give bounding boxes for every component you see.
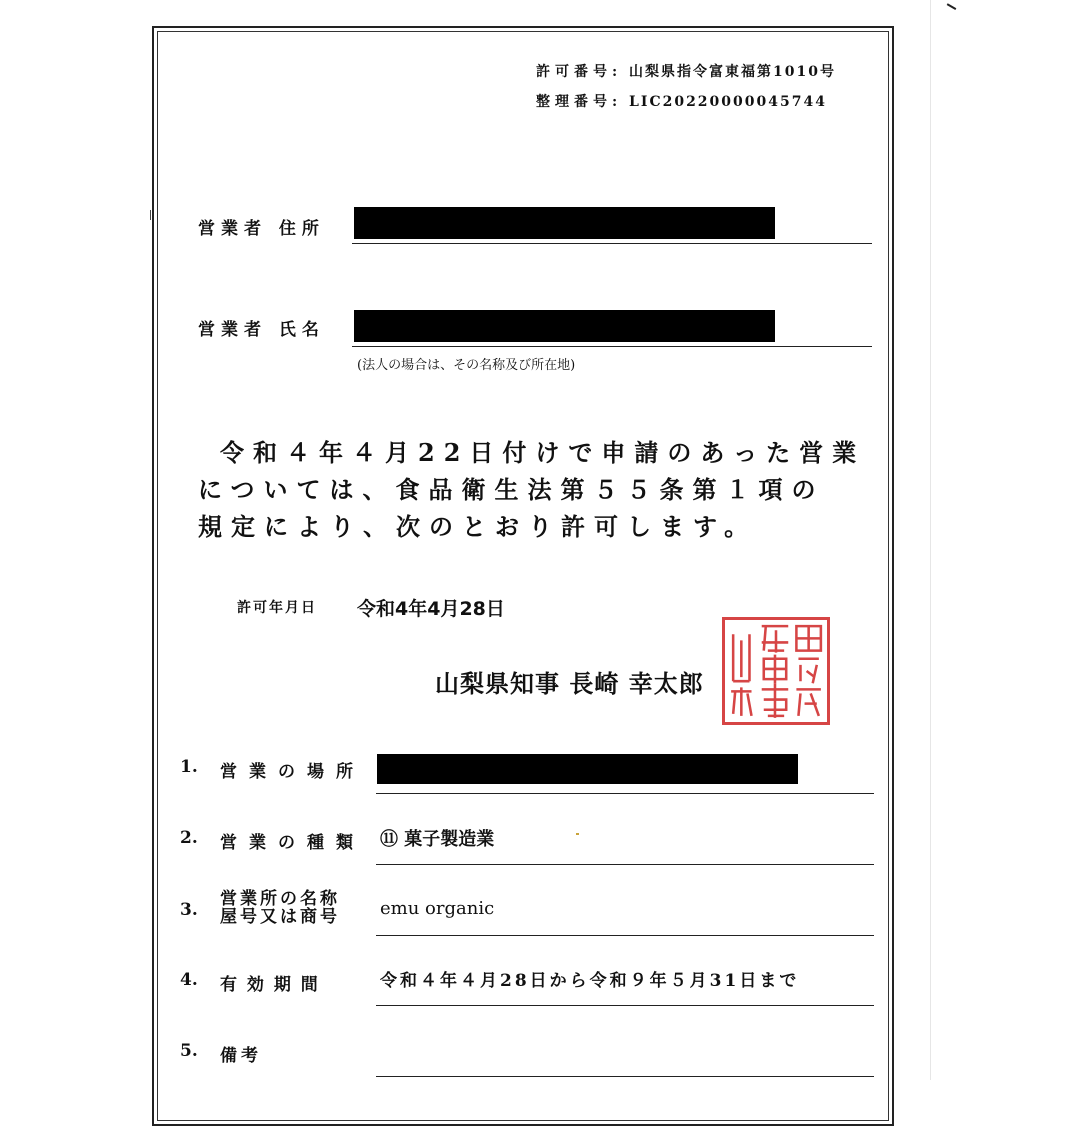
address-underline — [352, 243, 872, 244]
permit-number-label: 許可番号: — [536, 64, 623, 80]
item-2-value: ⑪ 菓子製造業 — [380, 829, 495, 850]
item-3-underline — [376, 935, 874, 936]
reference-number-value: LIC20220000045744 — [629, 94, 827, 110]
redacted-name — [354, 310, 775, 342]
scan-speck — [576, 833, 579, 835]
item-2-number: 2. — [180, 828, 198, 848]
item-1-label: 営業の場所 — [220, 762, 365, 782]
item-3-label — [220, 890, 360, 926]
scan-corner-mark — [947, 0, 960, 10]
name-underline — [352, 346, 872, 347]
redacted-business-location — [377, 754, 798, 784]
statement-line-1: 令和４年４月22日付けで申請のあった営業 — [220, 438, 866, 467]
item-3-value: emu organic — [380, 898, 495, 919]
operator-name-label: 営業者 氏名 — [198, 320, 325, 340]
statement-line-2: については、食品衛生法第５５条第１項の — [198, 475, 825, 504]
binding-mark-left — [150, 210, 157, 220]
binding-mark-right — [888, 210, 895, 220]
scan-edge — [930, 0, 931, 1080]
item-1-underline — [376, 793, 874, 794]
permit-number-value: 山梨県指令富東福第1010号 — [629, 64, 837, 80]
item-3-label-line-2: 屋号又は商号 — [220, 907, 340, 927]
permit-statement — [198, 434, 868, 545]
operator-address-label: 営業者 住所 — [198, 219, 325, 239]
statement-line-3: 規定により、次のとおり許可します。 — [198, 512, 758, 541]
governor-name: 山梨県知事 長崎 幸太郎 — [435, 670, 704, 698]
item-5-underline — [376, 1076, 874, 1077]
item-1-number: 1. — [180, 757, 198, 777]
permit-date-label: 許可年月日 — [237, 600, 317, 616]
redacted-address — [354, 207, 775, 239]
item-3-label-line-1: 営業所の名称 — [220, 889, 340, 909]
item-4-number: 4. — [180, 970, 198, 990]
item-4-value: 令和４年４月28日から令和９年５月31日まで — [380, 971, 800, 991]
item-4-label: 有 効 期 間 — [220, 975, 320, 995]
permit-number — [536, 61, 836, 81]
item-5-number: 5. — [180, 1041, 198, 1061]
document-inner-border — [157, 31, 889, 1121]
reference-number-label: 整理番号: — [536, 94, 623, 110]
corporate-note: (法人の場合は、その名称及び所在地) — [357, 358, 576, 373]
item-5-label: 備考 — [220, 1046, 262, 1066]
item-2-underline — [376, 864, 874, 865]
item-2-label: 営業の種類 — [220, 833, 365, 853]
item-3-number: 3. — [180, 900, 198, 920]
official-seal-icon — [722, 617, 830, 725]
item-4-underline — [376, 1005, 874, 1006]
reference-number — [536, 91, 827, 111]
permit-date-value: 令和4年4月28日 — [357, 598, 505, 620]
